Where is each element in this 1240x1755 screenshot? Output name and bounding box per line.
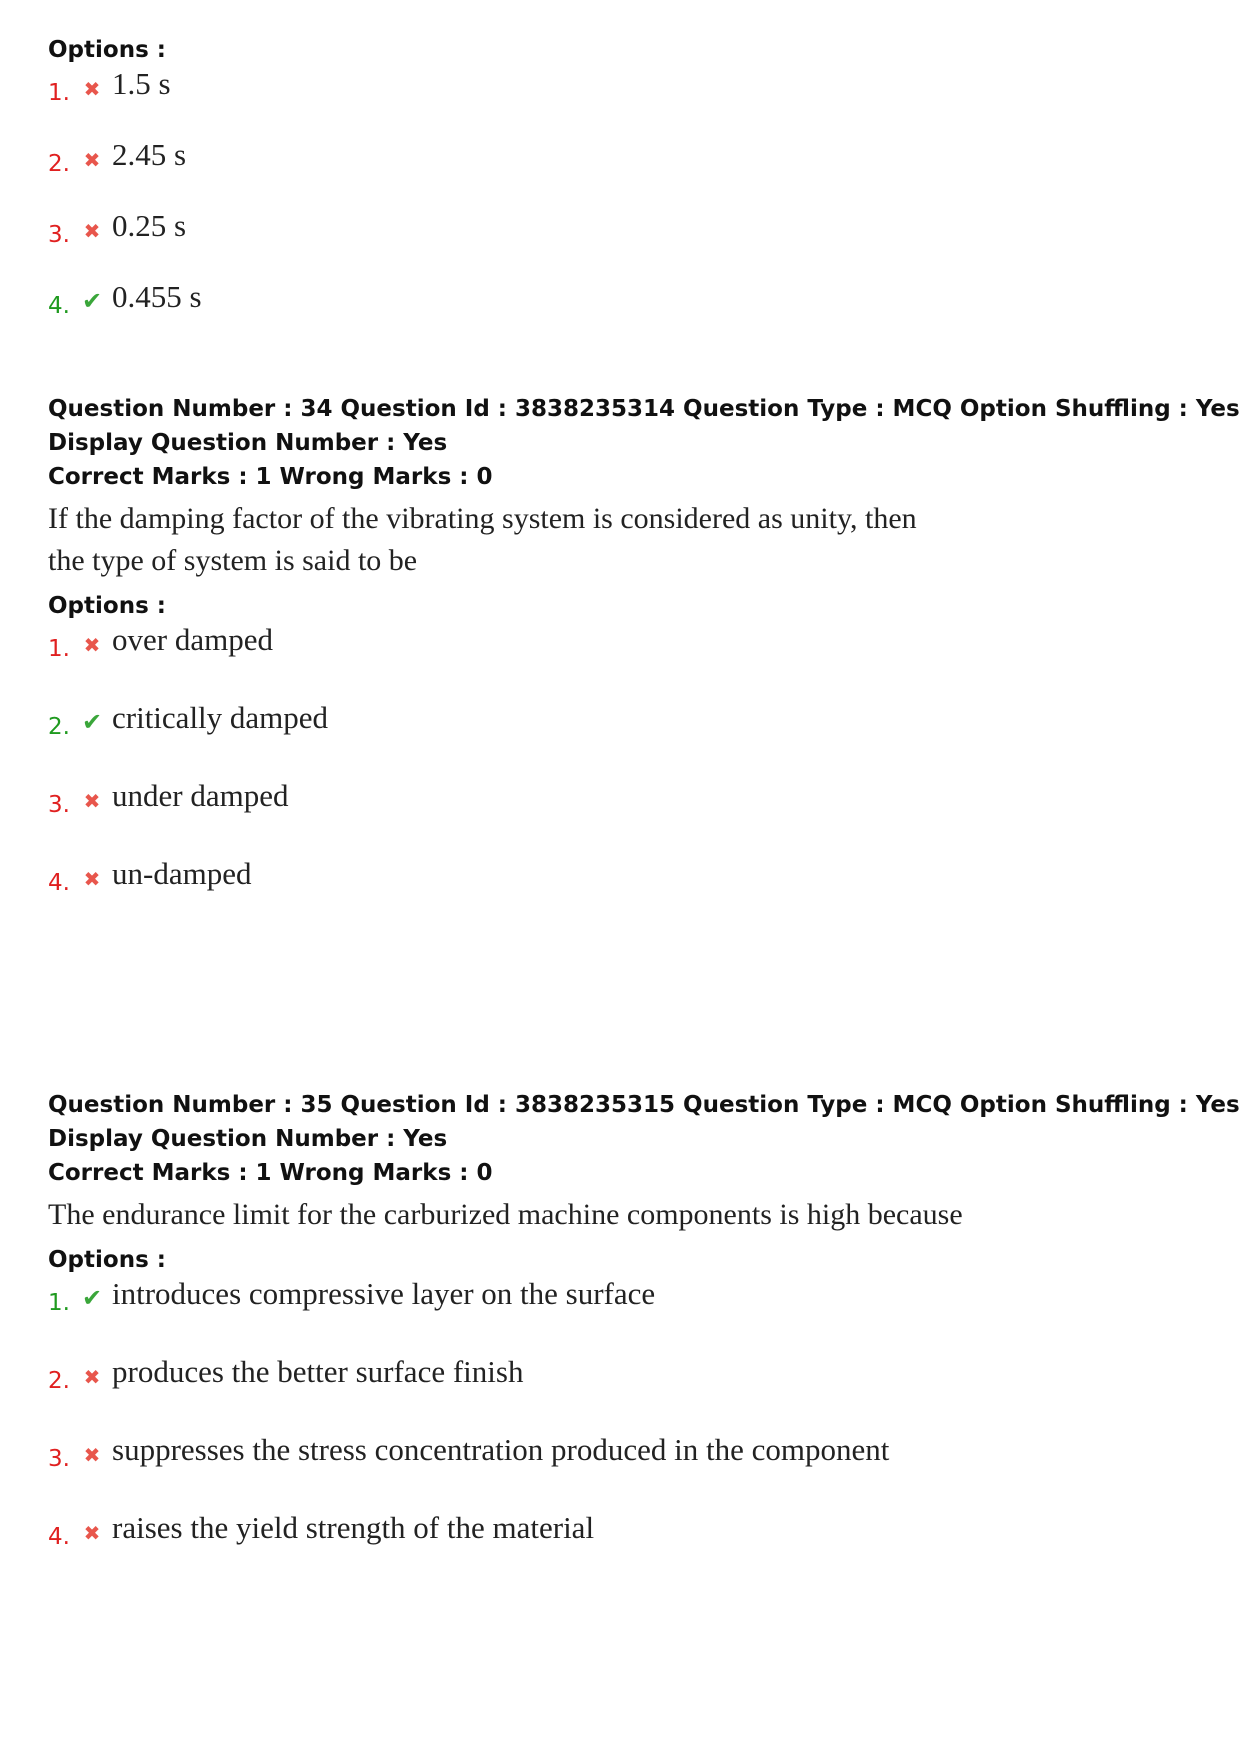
question-meta: Question Number : 34 Question Id : 3838235314 Question Type : MCQ Option Shuffling : Yes: [48, 396, 1240, 422]
option-row: [48, 279, 202, 350]
option-row: [48, 1354, 1240, 1432]
option-row: [48, 778, 1240, 856]
option-text: suppresses the stress concentration produced in the component: [112, 1432, 890, 1467]
marks-line: Correct Marks : 1 Wrong Marks : 0: [48, 464, 493, 490]
display-question-number: Display Question Number : Yes: [48, 1126, 448, 1152]
wrong-icon: ✖: [83, 867, 101, 891]
question-33-options: [48, 34, 202, 350]
options-heading: Options :: [48, 37, 166, 63]
option-number: 3.: [48, 792, 70, 818]
option-row: [48, 1432, 1240, 1510]
options-heading: Options :: [48, 1247, 166, 1273]
wrong-icon: ✖: [83, 148, 101, 172]
option-number: 1.: [48, 1290, 70, 1316]
question-meta: Question Number : 35 Question Id : 3838235315 Question Type : MCQ Option Shuffling : Yes: [48, 1092, 1240, 1118]
correct-icon: ✔: [81, 708, 103, 736]
option-number: 2.: [48, 1368, 70, 1394]
option-text: 0.25 s: [112, 208, 187, 243]
option-number: 2.: [48, 151, 70, 177]
option-number: 1.: [48, 80, 70, 106]
option-row: [48, 66, 202, 137]
question-35: [48, 1088, 1240, 1588]
question-text: If the damping factor of the vibrating system is considered as unity, then the type of system is said to be: [48, 502, 917, 577]
option-number: 4.: [48, 1524, 70, 1550]
option-number: 1.: [48, 636, 70, 662]
question-34: [48, 392, 1240, 934]
option-text: introduces compressive layer on the surface: [112, 1276, 656, 1311]
option-row: [48, 137, 202, 208]
option-row: [48, 1510, 1240, 1588]
option-text: 1.5 s: [112, 66, 171, 101]
correct-icon: ✔: [81, 1284, 103, 1312]
wrong-icon: ✖: [83, 1443, 101, 1467]
option-text: raises the yield strength of the material: [112, 1510, 595, 1545]
option-text: produces the better surface finish: [112, 1354, 524, 1389]
marks-line: Correct Marks : 1 Wrong Marks : 0: [48, 1160, 493, 1186]
option-text: under damped: [112, 778, 289, 813]
option-number: 3.: [48, 222, 70, 248]
option-number: 4.: [48, 870, 70, 896]
display-question-number: Display Question Number : Yes: [48, 430, 448, 456]
option-row: [48, 856, 1240, 934]
wrong-icon: ✖: [83, 1365, 101, 1389]
option-text: un-damped: [112, 856, 252, 891]
option-number: 2.: [48, 714, 70, 740]
question-text: The endurance limit for the carburized machine components is high because: [48, 1198, 963, 1231]
wrong-icon: ✖: [83, 219, 101, 243]
wrong-icon: ✖: [83, 1521, 101, 1545]
wrong-icon: ✖: [83, 789, 101, 813]
correct-icon: ✔: [81, 287, 103, 315]
option-text: 2.45 s: [112, 137, 187, 172]
option-number: 4.: [48, 293, 70, 319]
option-number: 3.: [48, 1446, 70, 1472]
option-row: [48, 1276, 1240, 1354]
option-row: [48, 700, 1240, 778]
wrong-icon: ✖: [83, 633, 101, 657]
option-text: over damped: [112, 622, 273, 657]
options-heading: Options :: [48, 593, 166, 619]
wrong-icon: ✖: [83, 77, 101, 101]
option-row: [48, 622, 1240, 700]
option-text: 0.455 s: [112, 279, 202, 314]
option-row: [48, 208, 202, 279]
option-text: critically damped: [112, 700, 329, 735]
